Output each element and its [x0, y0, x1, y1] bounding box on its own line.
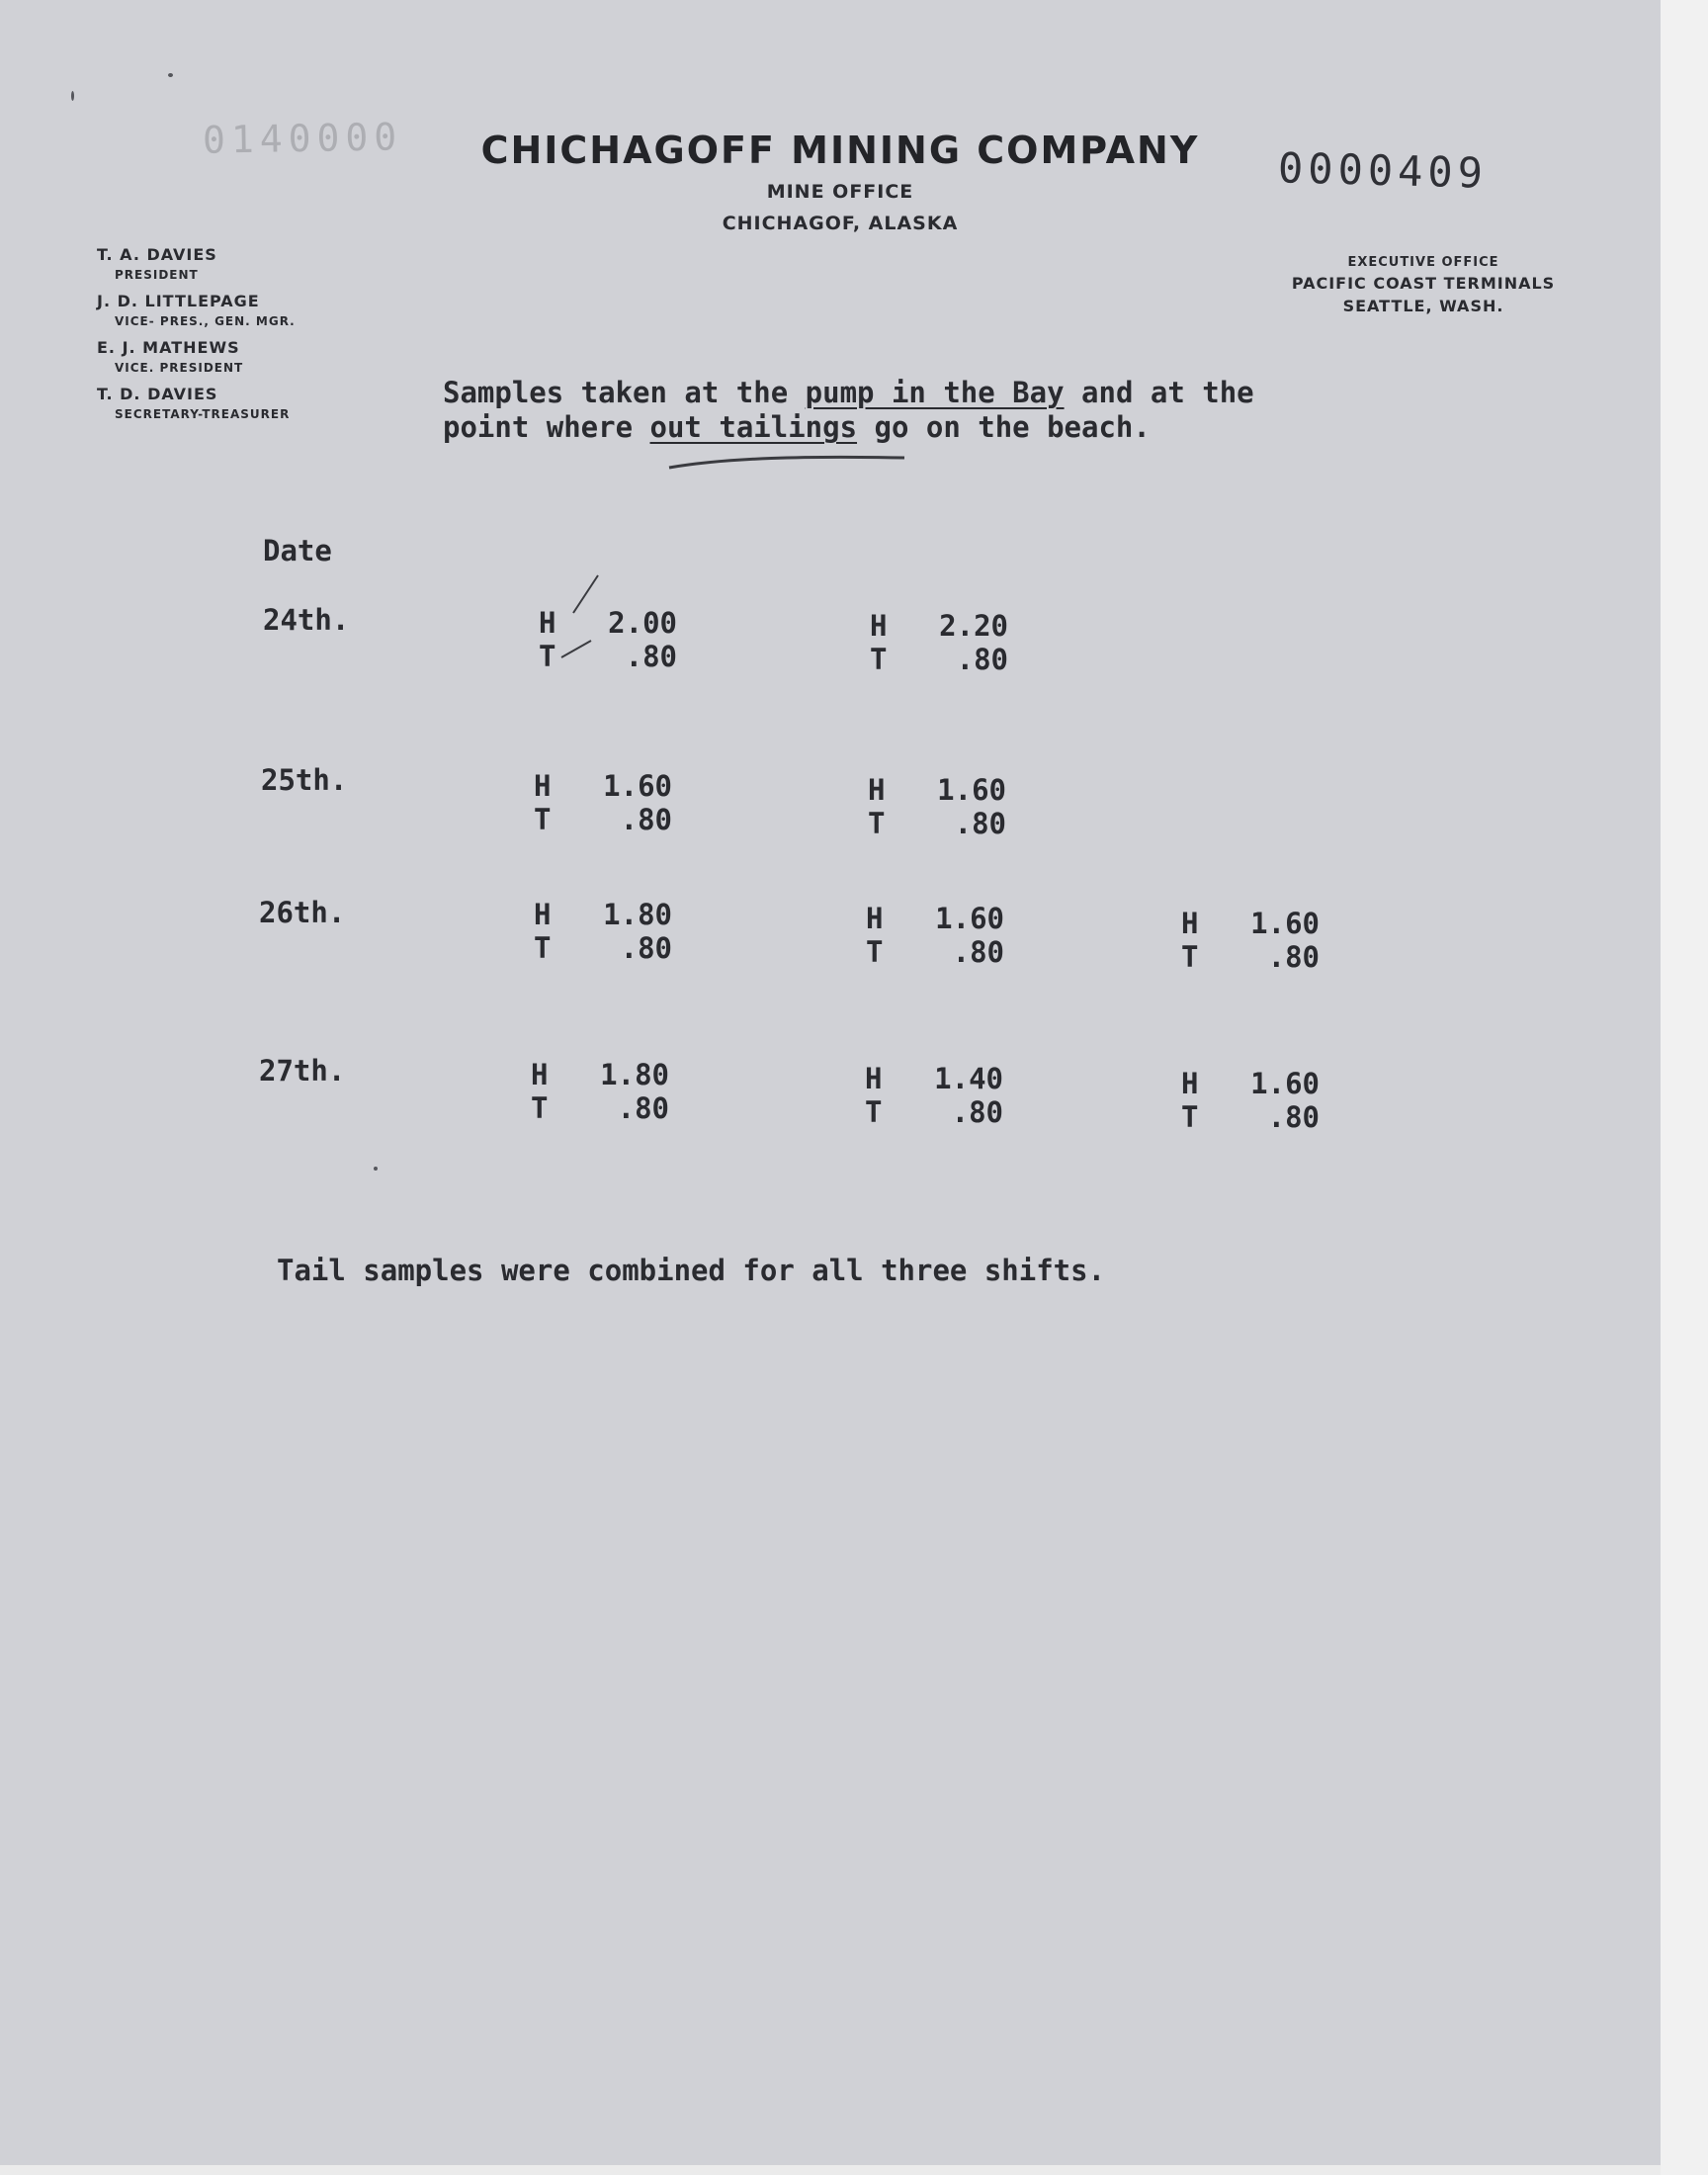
- paper-speck: [168, 73, 173, 77]
- tail-value: .80: [952, 935, 1004, 969]
- head-value: 2.00: [608, 606, 677, 640]
- head-value-row: [1181, 1067, 1320, 1100]
- head-label: H: [1181, 1067, 1199, 1100]
- head-value-row: [870, 609, 1008, 643]
- tail-value: .80: [1267, 1100, 1320, 1134]
- head-label: H: [534, 769, 552, 803]
- intro-text: point where: [443, 410, 650, 444]
- officers-list: [97, 245, 296, 431]
- head-label: H: [531, 1058, 549, 1091]
- head-value: 1.60: [1250, 1067, 1320, 1100]
- tail-label: T: [866, 935, 884, 969]
- executive-office-block: [1275, 255, 1572, 315]
- tail-value-row: [534, 803, 672, 836]
- head-label: H: [865, 1062, 883, 1095]
- tail-value: .80: [625, 640, 677, 673]
- head-label: H: [534, 898, 552, 931]
- faded-page-stamp: 0140000: [202, 115, 403, 162]
- tail-value-row: [1181, 940, 1320, 974]
- head-label: H: [868, 773, 886, 807]
- sample-cell: [868, 773, 1006, 840]
- tail-value: .80: [620, 931, 672, 965]
- intro-text: Samples taken at the: [443, 376, 806, 409]
- intro-line-1: [443, 376, 1254, 409]
- sample-cell: [1181, 907, 1320, 974]
- head-value-row: [531, 1058, 669, 1091]
- head-value: 1.60: [1250, 907, 1320, 940]
- tail-label: T: [534, 931, 552, 965]
- head-value-row: [534, 898, 672, 931]
- officer-entry: [97, 338, 296, 375]
- officer-entry: [97, 385, 296, 421]
- officer-entry: [97, 292, 296, 328]
- sample-cell: [865, 1062, 1003, 1129]
- sample-cell: [870, 609, 1008, 676]
- tail-value: .80: [617, 1091, 669, 1125]
- executive-office-label: EXECUTIVE OFFICE: [1347, 255, 1499, 270]
- tail-value: .80: [954, 807, 1006, 840]
- officer-title: VICE. PRESIDENT: [115, 361, 244, 375]
- head-value-row: [1181, 907, 1320, 940]
- head-label: H: [870, 609, 888, 643]
- tail-label: T: [531, 1091, 549, 1125]
- intro-underlined-text: pump in the Bay: [805, 376, 1065, 409]
- sample-cell: [866, 902, 1004, 969]
- head-value: 1.60: [937, 773, 1006, 807]
- intro-text: go on the beach.: [857, 410, 1151, 444]
- tail-value-row: [866, 935, 1004, 969]
- pen-check-mark: [554, 573, 613, 662]
- head-label: H: [866, 902, 884, 935]
- paper-speck: [71, 91, 74, 101]
- intro-text: and at the: [1064, 376, 1254, 409]
- row-date: 25th.: [261, 763, 348, 797]
- officer-title: VICE- PRES., GEN. MGR.: [115, 314, 296, 328]
- tail-label: T: [1181, 1100, 1199, 1134]
- sample-cell: [534, 769, 672, 836]
- intro-underlined-text: out tailings: [649, 410, 858, 444]
- mine-location: CHICHAGOF, ALASKA: [722, 213, 959, 234]
- tail-label: T: [534, 803, 552, 836]
- pen-underline-mark: [667, 450, 924, 479]
- row-date: 26th.: [259, 896, 346, 929]
- head-label: H: [1181, 907, 1199, 940]
- tail-value-row: [531, 1091, 669, 1125]
- tail-value-row: [1181, 1100, 1320, 1134]
- officer-name: T. A. DAVIES: [97, 245, 217, 264]
- paper-speck: [374, 1167, 378, 1171]
- tail-value: .80: [620, 803, 672, 836]
- head-value: 2.20: [939, 609, 1008, 643]
- scan-margin: [1661, 0, 1708, 2175]
- mine-office-label: MINE OFFICE: [766, 181, 914, 203]
- tail-value-row: [534, 931, 672, 965]
- intro-line-2: [443, 410, 1151, 444]
- head-label: H: [539, 606, 556, 640]
- tail-value: .80: [1267, 940, 1320, 974]
- tail-label: T: [870, 643, 888, 676]
- row-date: 27th.: [259, 1054, 346, 1088]
- head-value: 1.60: [603, 769, 672, 803]
- row-date: 24th.: [263, 603, 350, 637]
- page-number-stamp: 0000409: [1277, 143, 1489, 198]
- footer-note: Tail samples were combined for all three shifts.: [277, 1254, 1106, 1287]
- sample-cell: [1181, 1067, 1320, 1134]
- tail-value-row: [870, 643, 1008, 676]
- officer-name: E. J. MATHEWS: [97, 338, 240, 357]
- tail-label: T: [865, 1095, 883, 1129]
- head-value: 1.80: [603, 898, 672, 931]
- officer-title: SECRETARY-TREASURER: [115, 407, 291, 421]
- executive-office-line2: SEATTLE, WASH.: [1342, 297, 1504, 315]
- officer-entry: [97, 245, 296, 282]
- tail-label: T: [539, 640, 556, 673]
- head-value-row: [866, 902, 1004, 935]
- tail-value-row: [865, 1095, 1003, 1129]
- tail-value-row: [868, 807, 1006, 840]
- head-value: 1.60: [935, 902, 1004, 935]
- tail-label: T: [868, 807, 886, 840]
- date-column-header: Date: [263, 534, 332, 567]
- head-value-row: [865, 1062, 1003, 1095]
- officer-title: PRESIDENT: [115, 268, 199, 282]
- head-value-row: [534, 769, 672, 803]
- sample-cell: [534, 898, 672, 965]
- tail-label: T: [1181, 940, 1199, 974]
- tail-value: .80: [956, 643, 1008, 676]
- executive-office-line1: PACIFIC COAST TERMINALS: [1291, 274, 1556, 293]
- tail-value: .80: [951, 1095, 1003, 1129]
- head-value-row: [868, 773, 1006, 807]
- company-name: [0, 129, 1680, 172]
- officer-name: J. D. LITTLEPAGE: [97, 292, 260, 310]
- head-value: 1.80: [600, 1058, 669, 1091]
- officer-name: T. D. DAVIES: [97, 385, 218, 403]
- sample-cell: [531, 1058, 669, 1125]
- company-name-text: CHICHAGOFF MINING COMPANY: [480, 129, 1200, 172]
- head-value: 1.40: [934, 1062, 1003, 1095]
